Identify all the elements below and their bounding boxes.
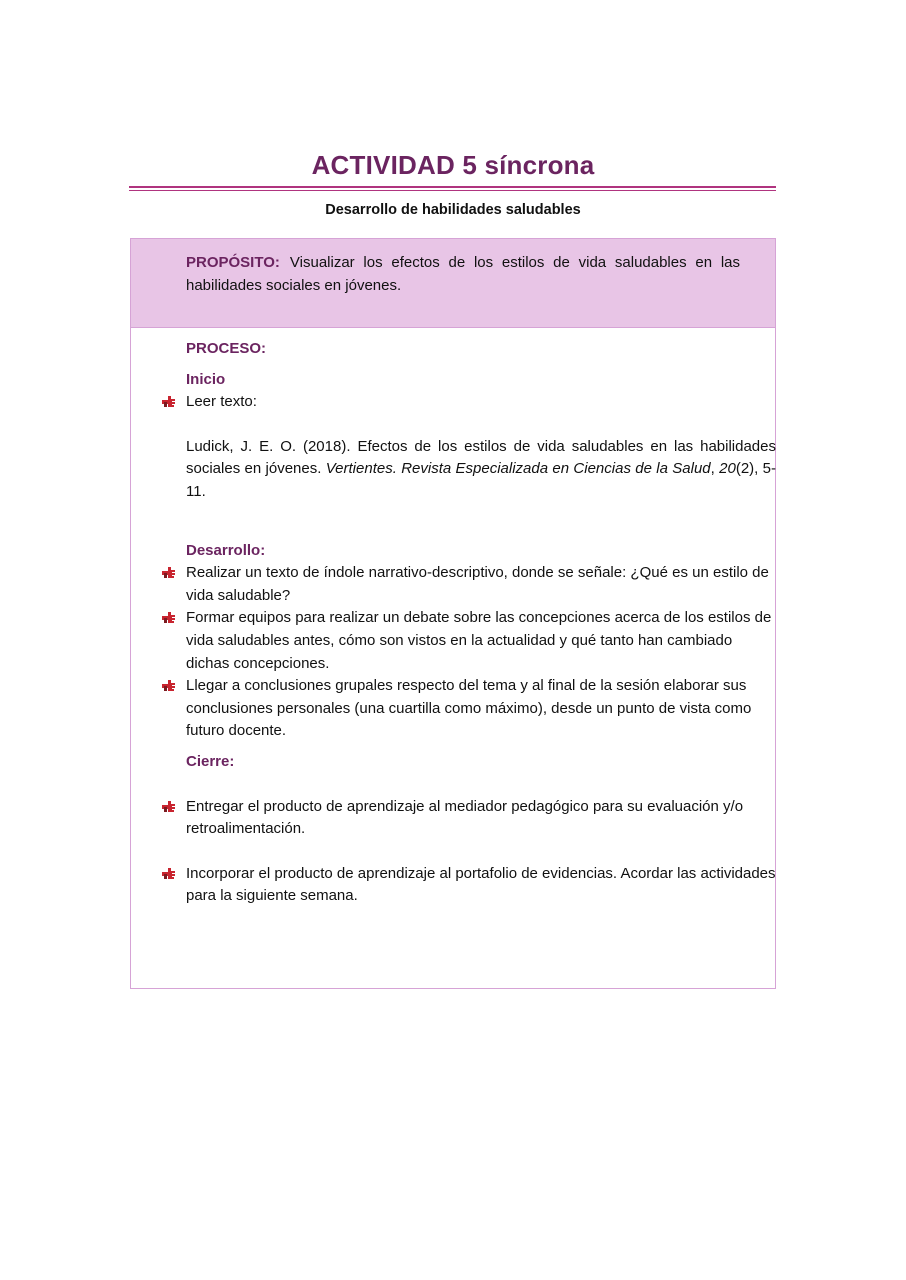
list-item [186,675,776,743]
reference-part: (2), 5- 11. [186,460,776,500]
purpose-text: Visualizar los efectos de los estilos de vida saludables en las habilidades sociales en jóvenes. [186,254,740,294]
reference-journal: Vertientes. Revista Especializada en Ciencias de la Salud [325,460,711,478]
reference-part: , [710,460,720,478]
red-hand-bullet-icon [160,610,178,626]
activity-box [130,238,776,989]
cierre-item-text: Entregar el producto de aprendizaje al mediador pedagógico para su evaluación y/o retroalimentación. [186,797,744,838]
reference-part: Ludick, J. E. O. (2018). Efectos de los estilos de vida saludables en las habilidades sociales en jóvenes. [186,437,776,478]
inicio-item-text: Leer texto: [186,393,257,411]
desarrollo-item-text: Llegar a conclusiones grupales respecto del tema y al final de la sesión elaborar sus conclusiones personales (una cuartilla como máximo), desde un punto de vista como futuro docente. [186,677,752,740]
cierre-heading: Cierre: [186,752,235,770]
desarrollo-item-text: Realizar un texto de índole narrativo-descriptivo, donde se señale: ¿Qué es un estilo de vida saludable? [186,564,769,604]
red-hand-bullet-icon [160,565,178,581]
list-item [186,796,776,841]
desarrollo-item-text: Formar equipos para realizar un debate sobre las concepciones acerca de los estilos de vida saludables antes, cómo son vistos en la actualidad y qué tanto han cambiado dichas concepciones. [186,609,772,672]
process-heading: PROCESO: [186,340,267,357]
purpose-label: PROPÓSITO: [186,254,280,271]
list-item [186,607,776,675]
desarrollo-heading: Desarrollo: [186,541,266,559]
title-rule-bottom [129,190,776,191]
reference-citation [186,436,776,504]
page-subtitle: Desarrollo de habilidades saludables [325,202,581,218]
list-item [186,562,776,607]
red-hand-bullet-icon [160,799,178,815]
page-title: ACTIVIDAD 5 síncrona [311,150,595,180]
list-item [186,391,776,414]
cierre-item-text: Incorporar el producto de aprendizaje al portafolio de evidencias. Acordar las actividades para la siguiente semana. [186,864,776,905]
title-rule-top [129,186,776,188]
list-item [186,863,776,908]
reference-volume: 20 [719,460,736,478]
red-hand-bullet-icon [160,866,178,882]
inicio-heading: Inicio [186,370,226,388]
purpose-section [131,239,775,328]
process-section [186,338,776,908]
red-hand-bullet-icon [160,678,178,694]
red-hand-bullet-icon [160,394,178,410]
purpose-paragraph [186,251,740,297]
